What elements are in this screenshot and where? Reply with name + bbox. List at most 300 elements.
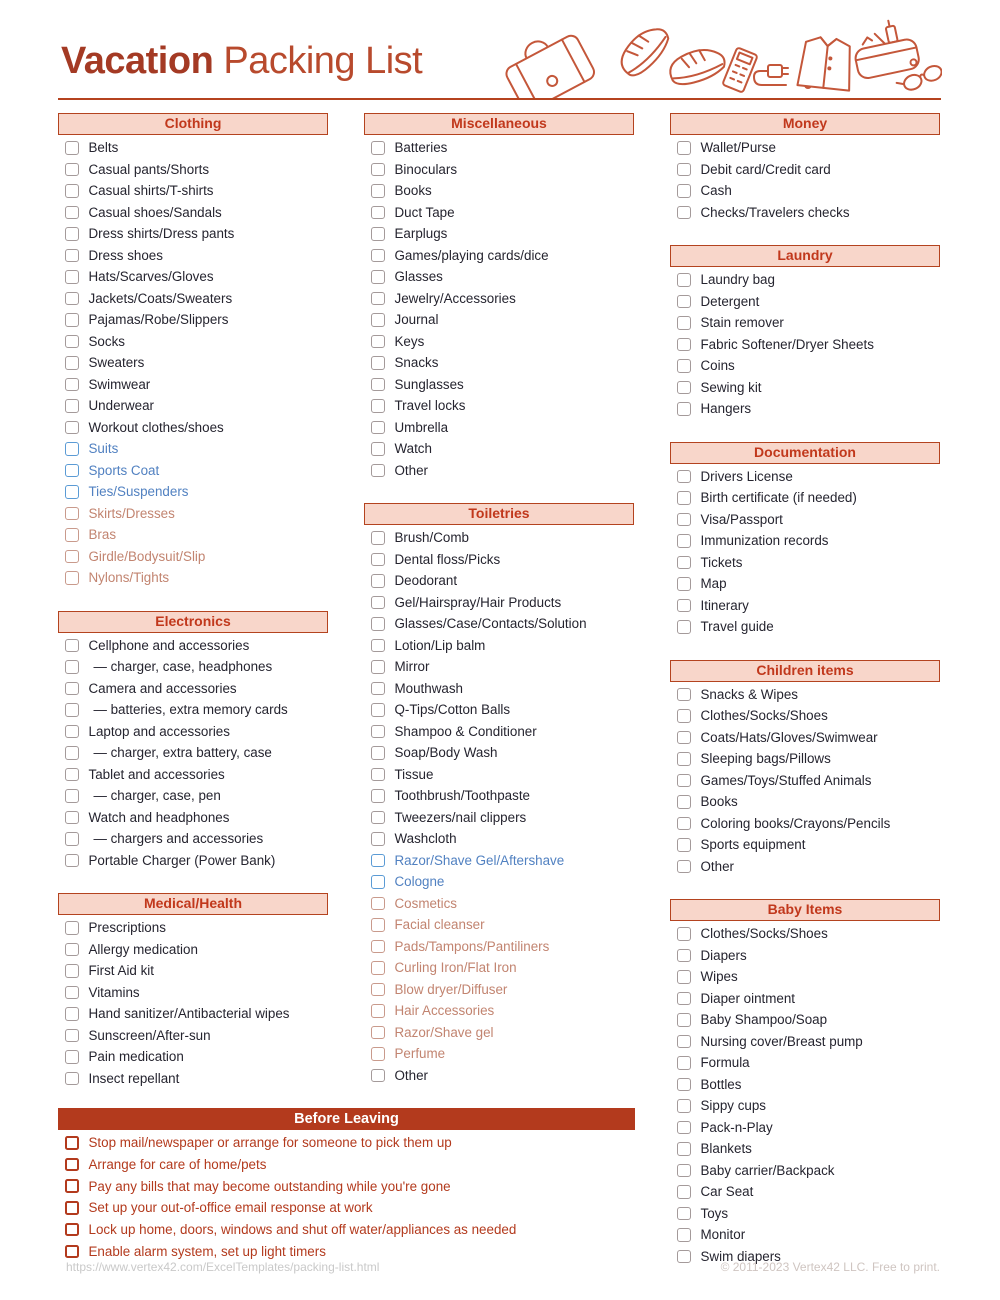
checklist-row bbox=[364, 288, 634, 310]
section-header: Laundry bbox=[670, 245, 940, 267]
checkbox[interactable] bbox=[677, 688, 691, 702]
checkbox[interactable] bbox=[65, 356, 79, 370]
item-label: Glasses bbox=[394, 269, 443, 285]
checkbox[interactable] bbox=[677, 556, 691, 570]
item-label: Toothbrush/Toothpaste bbox=[394, 788, 530, 804]
checklist-row bbox=[670, 813, 940, 835]
checkbox[interactable] bbox=[65, 986, 79, 1000]
checkbox[interactable] bbox=[371, 553, 385, 567]
checkbox[interactable] bbox=[65, 1029, 79, 1043]
checklist-row bbox=[58, 223, 328, 245]
checkbox[interactable] bbox=[677, 338, 691, 352]
checkbox[interactable] bbox=[65, 270, 79, 284]
item-label: Baby carrier/Backpack bbox=[700, 1162, 835, 1178]
checklist-row bbox=[58, 202, 328, 224]
checkbox[interactable] bbox=[371, 1047, 385, 1061]
item-label: Socks bbox=[88, 333, 125, 349]
checkbox[interactable] bbox=[371, 270, 385, 284]
checkbox[interactable] bbox=[371, 639, 385, 653]
section-header: Documentation bbox=[670, 442, 940, 464]
item-label: Sports Coat bbox=[88, 462, 160, 478]
item-label: Other bbox=[394, 462, 428, 478]
item-label: Deodorant bbox=[394, 573, 458, 589]
item-label: Snacks bbox=[394, 355, 439, 371]
checkbox[interactable] bbox=[65, 507, 79, 521]
item-label: Dress shoes bbox=[88, 247, 163, 263]
item-label: Set up your out-of-office email response at work bbox=[88, 1200, 373, 1216]
item-label: Swim diapers bbox=[700, 1248, 781, 1264]
checkbox[interactable] bbox=[371, 1004, 385, 1018]
checkbox[interactable] bbox=[65, 1223, 79, 1237]
checkbox[interactable] bbox=[677, 402, 691, 416]
section-header: Medical/Health bbox=[58, 893, 328, 915]
checklist-row bbox=[364, 592, 634, 614]
item-label: Bottles bbox=[700, 1076, 742, 1092]
checkbox[interactable] bbox=[677, 992, 691, 1006]
checklist-row bbox=[58, 850, 328, 872]
checkbox[interactable] bbox=[677, 1142, 691, 1156]
footer-url-link[interactable]: https://www.vertex42.com/ExcelTemplates/packing-list.html bbox=[66, 1260, 380, 1274]
section-header: Baby Items bbox=[670, 899, 940, 921]
checkbox[interactable] bbox=[677, 470, 691, 484]
checkbox[interactable] bbox=[677, 817, 691, 831]
item-label: Laundry bag bbox=[700, 272, 775, 288]
checkbox[interactable] bbox=[65, 1245, 79, 1259]
item-label: Drivers License bbox=[700, 468, 793, 484]
checkbox[interactable] bbox=[65, 1007, 79, 1021]
item-label: Journal bbox=[394, 312, 439, 328]
checklist-row bbox=[670, 180, 940, 202]
item-label: Sports equipment bbox=[700, 837, 806, 853]
item-label: — charger, extra battery, case bbox=[93, 745, 272, 761]
checklist-row bbox=[364, 656, 634, 678]
checkbox[interactable] bbox=[371, 832, 385, 846]
checkbox[interactable] bbox=[65, 703, 79, 717]
item-label: Casual pants/Shorts bbox=[88, 161, 210, 177]
item-label: Games/playing cards/dice bbox=[394, 247, 549, 263]
page-title-rest: Packing List bbox=[213, 40, 423, 82]
checkbox[interactable] bbox=[677, 206, 691, 220]
checklist-row bbox=[670, 1160, 940, 1182]
checkbox[interactable] bbox=[65, 921, 79, 935]
checkbox[interactable] bbox=[65, 378, 79, 392]
checkbox[interactable] bbox=[677, 774, 691, 788]
checkbox[interactable] bbox=[371, 596, 385, 610]
checkbox[interactable] bbox=[65, 854, 79, 868]
item-label: Portable Charger (Power Bank) bbox=[88, 852, 276, 868]
checklist-row bbox=[670, 552, 940, 574]
item-label: Birth certificate (if needed) bbox=[700, 490, 857, 506]
checkbox[interactable] bbox=[371, 918, 385, 932]
checkbox[interactable] bbox=[677, 1078, 691, 1092]
checkbox[interactable] bbox=[677, 513, 691, 527]
checkbox[interactable] bbox=[371, 725, 385, 739]
item-label: Nursing cover/Breast pump bbox=[700, 1033, 863, 1049]
checklist-row bbox=[58, 309, 328, 331]
checklist-row bbox=[364, 202, 634, 224]
item-label: Pads/Tampons/Pantiliners bbox=[394, 938, 550, 954]
checkbox[interactable] bbox=[65, 442, 79, 456]
checkbox[interactable] bbox=[677, 795, 691, 809]
checklist-row bbox=[670, 466, 940, 488]
section-header: Money bbox=[670, 113, 940, 135]
checklist-row bbox=[58, 1068, 328, 1090]
section-header: Before Leaving bbox=[58, 1108, 635, 1130]
checkbox[interactable] bbox=[65, 1201, 79, 1215]
checklist-row bbox=[58, 417, 328, 439]
checkbox[interactable] bbox=[65, 1158, 79, 1172]
checklist-row bbox=[364, 1000, 634, 1022]
item-label: Workout clothes/shoes bbox=[88, 419, 224, 435]
checklist-row bbox=[364, 635, 634, 657]
checkbox[interactable] bbox=[677, 359, 691, 373]
checkbox[interactable] bbox=[65, 660, 79, 674]
checkbox[interactable] bbox=[371, 897, 385, 911]
checklist-row bbox=[58, 395, 328, 417]
checklist-row bbox=[58, 807, 328, 829]
checkbox[interactable] bbox=[65, 832, 79, 846]
checkbox[interactable] bbox=[371, 184, 385, 198]
checkbox[interactable] bbox=[65, 1072, 79, 1086]
checkbox[interactable] bbox=[371, 163, 385, 177]
item-label: Clothes/Socks/Shoes bbox=[700, 708, 828, 724]
sneaker-icon bbox=[614, 21, 676, 81]
checkbox[interactable] bbox=[677, 1207, 691, 1221]
item-label: Hats/Scarves/Gloves bbox=[88, 269, 214, 285]
section-money bbox=[670, 113, 940, 223]
checkbox[interactable] bbox=[371, 206, 385, 220]
checkbox[interactable] bbox=[65, 206, 79, 220]
checkbox[interactable] bbox=[65, 421, 79, 435]
checklist-row bbox=[364, 764, 634, 786]
checklist-row bbox=[364, 331, 634, 353]
item-label: Sewing kit bbox=[700, 379, 762, 395]
checkbox[interactable] bbox=[371, 1026, 385, 1040]
checklist-row bbox=[670, 1074, 940, 1096]
checkbox[interactable] bbox=[677, 273, 691, 287]
item-label: Books bbox=[394, 183, 432, 199]
item-label: Visa/Passport bbox=[700, 511, 783, 527]
item-label: Sunglasses bbox=[394, 376, 464, 392]
checklist-row bbox=[58, 1025, 328, 1047]
suitcase-icon bbox=[502, 23, 597, 100]
checklist-row bbox=[58, 1046, 328, 1068]
item-label: Formula bbox=[700, 1055, 750, 1071]
checkbox[interactable] bbox=[677, 141, 691, 155]
item-label: Tweezers/nail clippers bbox=[394, 809, 527, 825]
checklist-row bbox=[58, 438, 328, 460]
checkbox[interactable] bbox=[65, 550, 79, 564]
checkbox[interactable] bbox=[65, 399, 79, 413]
item-label: Bras bbox=[88, 527, 117, 543]
checklist-row bbox=[364, 936, 634, 958]
checklist-row bbox=[58, 159, 328, 181]
checklist-row bbox=[58, 1154, 635, 1176]
checklist-row bbox=[58, 180, 328, 202]
item-label: Monitor bbox=[700, 1227, 746, 1243]
checklist-row bbox=[58, 917, 328, 939]
checkbox[interactable] bbox=[65, 682, 79, 696]
checklist-row bbox=[670, 334, 940, 356]
item-label: Skirts/Dresses bbox=[88, 505, 175, 521]
checkbox[interactable] bbox=[65, 768, 79, 782]
checkbox[interactable] bbox=[65, 746, 79, 760]
item-label: Baby Shampoo/Soap bbox=[700, 1012, 828, 1028]
item-label: Belts bbox=[88, 140, 119, 156]
checkbox[interactable] bbox=[65, 571, 79, 585]
checkbox[interactable] bbox=[677, 1056, 691, 1070]
section-children-items bbox=[670, 660, 940, 878]
checkbox[interactable] bbox=[371, 378, 385, 392]
checklist-row bbox=[58, 939, 328, 961]
checkbox[interactable] bbox=[65, 335, 79, 349]
checkbox[interactable] bbox=[371, 292, 385, 306]
checkbox[interactable] bbox=[371, 961, 385, 975]
checklist-row bbox=[364, 828, 634, 850]
item-label: Itinerary bbox=[700, 597, 749, 613]
checkbox[interactable] bbox=[677, 599, 691, 613]
checkbox[interactable] bbox=[371, 682, 385, 696]
item-label: Lock up home, doors, windows and shut off water/appliances as needed bbox=[88, 1222, 517, 1238]
item-label: Laptop and accessories bbox=[88, 723, 230, 739]
checkbox[interactable] bbox=[677, 860, 691, 874]
checkbox[interactable] bbox=[65, 292, 79, 306]
checkbox[interactable] bbox=[371, 768, 385, 782]
checkbox[interactable] bbox=[371, 875, 385, 889]
checklist-row bbox=[364, 893, 634, 915]
checklist-row bbox=[364, 699, 634, 721]
checklist-row bbox=[364, 223, 634, 245]
checkbox[interactable] bbox=[677, 752, 691, 766]
item-label: Travel guide bbox=[700, 619, 774, 635]
checklist-row bbox=[364, 742, 634, 764]
checklist-row bbox=[58, 1175, 635, 1197]
checklist-row bbox=[364, 549, 634, 571]
checkbox[interactable] bbox=[677, 838, 691, 852]
item-label: Sweaters bbox=[88, 355, 145, 371]
checklist-row bbox=[670, 398, 940, 420]
item-label: Mouthwash bbox=[394, 680, 463, 696]
item-label: Toys bbox=[700, 1205, 729, 1221]
item-label: Wallet/Purse bbox=[700, 140, 776, 156]
checkbox[interactable] bbox=[677, 970, 691, 984]
item-label: Hangers bbox=[700, 401, 752, 417]
item-label: — chargers and accessories bbox=[93, 831, 264, 847]
checklist-row bbox=[364, 245, 634, 267]
header-divider bbox=[58, 98, 941, 100]
checklist-row bbox=[58, 1003, 328, 1025]
checklist-row bbox=[364, 678, 634, 700]
item-label: Batteries bbox=[394, 140, 448, 156]
column-1 bbox=[58, 113, 328, 1111]
checkbox[interactable] bbox=[65, 184, 79, 198]
checklist-row bbox=[58, 678, 328, 700]
item-label: Arrange for care of home/pets bbox=[88, 1157, 267, 1173]
checklist-row bbox=[670, 791, 940, 813]
checkbox[interactable] bbox=[371, 399, 385, 413]
checklist-row bbox=[58, 266, 328, 288]
item-label: Q-Tips/Cotton Balls bbox=[394, 702, 511, 718]
checklist-row bbox=[364, 395, 634, 417]
checkbox[interactable] bbox=[65, 725, 79, 739]
item-label: — charger, case, pen bbox=[93, 788, 221, 804]
item-label: Vitamins bbox=[88, 984, 140, 1000]
item-label: Camera and accessories bbox=[88, 680, 237, 696]
checkbox[interactable] bbox=[677, 491, 691, 505]
checkbox[interactable] bbox=[371, 421, 385, 435]
item-label: Razor/Shave Gel/Aftershave bbox=[394, 852, 565, 868]
item-label: Checks/Travelers checks bbox=[700, 204, 850, 220]
checklist-row bbox=[670, 684, 940, 706]
item-label: Duct Tape bbox=[394, 204, 455, 220]
checklist-row bbox=[364, 785, 634, 807]
checkbox[interactable] bbox=[371, 574, 385, 588]
checklist-row bbox=[58, 481, 328, 503]
checkbox[interactable] bbox=[677, 731, 691, 745]
checkbox[interactable] bbox=[677, 1228, 691, 1242]
checkbox[interactable] bbox=[65, 811, 79, 825]
checklist-row bbox=[670, 377, 940, 399]
item-label: Stain remover bbox=[700, 315, 784, 331]
checklist-row bbox=[670, 312, 940, 334]
item-label: Cosmetics bbox=[394, 895, 458, 911]
checkbox[interactable] bbox=[65, 1179, 79, 1193]
checkbox[interactable] bbox=[371, 531, 385, 545]
section-header: Toiletries bbox=[364, 503, 634, 525]
item-label: Perfume bbox=[394, 1046, 446, 1062]
checkbox[interactable] bbox=[65, 943, 79, 957]
checkbox[interactable] bbox=[371, 442, 385, 456]
item-label: Diapers bbox=[700, 947, 747, 963]
checkbox[interactable] bbox=[65, 789, 79, 803]
checklist-row bbox=[670, 770, 940, 792]
item-label: Hair Accessories bbox=[394, 1003, 495, 1019]
checkbox[interactable] bbox=[677, 577, 691, 591]
checkbox[interactable] bbox=[65, 485, 79, 499]
checkbox[interactable] bbox=[65, 227, 79, 241]
checkbox[interactable] bbox=[677, 163, 691, 177]
item-label: Tickets bbox=[700, 554, 743, 570]
checkbox[interactable] bbox=[371, 227, 385, 241]
item-label: Dress shirts/Dress pants bbox=[88, 226, 235, 242]
checkbox[interactable] bbox=[371, 335, 385, 349]
item-label: Other bbox=[394, 1067, 428, 1083]
checklist-row bbox=[58, 245, 328, 267]
checklist-row bbox=[58, 503, 328, 525]
checklist-row bbox=[670, 291, 940, 313]
item-label: Coats/Hats/Gloves/Swimwear bbox=[700, 729, 878, 745]
item-label: Stop mail/newspaper or arrange for someone to pick them up bbox=[88, 1135, 452, 1151]
checkbox[interactable] bbox=[371, 249, 385, 263]
item-label: Curling Iron/Flat Iron bbox=[394, 960, 517, 976]
checkbox[interactable] bbox=[65, 964, 79, 978]
item-label: Suits bbox=[88, 441, 119, 457]
checkbox[interactable] bbox=[371, 789, 385, 803]
checklist-row bbox=[364, 914, 634, 936]
checklist-row bbox=[58, 785, 328, 807]
checkbox[interactable] bbox=[677, 1099, 691, 1113]
checkbox[interactable] bbox=[65, 464, 79, 478]
section-miscellaneous bbox=[364, 113, 634, 481]
checklist-row bbox=[364, 1065, 634, 1087]
checkbox[interactable] bbox=[677, 534, 691, 548]
checkbox[interactable] bbox=[371, 854, 385, 868]
checkbox[interactable] bbox=[677, 1185, 691, 1199]
checkbox[interactable] bbox=[677, 949, 691, 963]
checkbox[interactable] bbox=[677, 1035, 691, 1049]
checkbox[interactable] bbox=[677, 295, 691, 309]
checkbox[interactable] bbox=[677, 1164, 691, 1178]
checkbox[interactable] bbox=[65, 313, 79, 327]
section-electronics bbox=[58, 611, 328, 872]
checkbox[interactable] bbox=[677, 620, 691, 634]
checklist-row bbox=[58, 764, 328, 786]
item-label: Dental floss/Picks bbox=[394, 551, 501, 567]
checkbox[interactable] bbox=[677, 316, 691, 330]
item-label: Jackets/Coats/Sweaters bbox=[88, 290, 233, 306]
item-label: Debit card/Credit card bbox=[700, 161, 831, 177]
checkbox[interactable] bbox=[371, 746, 385, 760]
calculator-icon bbox=[722, 47, 757, 92]
checkbox[interactable] bbox=[677, 1013, 691, 1027]
checkbox[interactable] bbox=[371, 313, 385, 327]
checkbox[interactable] bbox=[677, 184, 691, 198]
checklist-row bbox=[670, 1181, 940, 1203]
travel-items-illustration bbox=[502, 14, 942, 100]
item-label: Girdle/Bodysuit/Slip bbox=[88, 548, 206, 564]
item-label: Binoculars bbox=[394, 161, 458, 177]
checkbox[interactable] bbox=[371, 811, 385, 825]
checkbox[interactable] bbox=[677, 381, 691, 395]
item-label: Books bbox=[700, 794, 738, 810]
item-label: Brush/Comb bbox=[394, 530, 469, 546]
item-label: Blankets bbox=[700, 1141, 752, 1157]
column-3 bbox=[670, 113, 940, 1289]
item-label: Cellphone and accessories bbox=[88, 637, 250, 653]
checklist-row bbox=[58, 546, 328, 568]
checkbox[interactable] bbox=[65, 141, 79, 155]
checkbox[interactable] bbox=[65, 1050, 79, 1064]
checkbox[interactable] bbox=[371, 660, 385, 674]
section-baby-items bbox=[670, 899, 940, 1267]
checkbox[interactable] bbox=[677, 709, 691, 723]
item-label: Umbrella bbox=[394, 419, 449, 435]
checkbox[interactable] bbox=[371, 1069, 385, 1083]
item-label: Pay any bills that may become outstanding while you're gone bbox=[88, 1178, 451, 1194]
item-label: Other bbox=[700, 858, 734, 874]
checkbox[interactable] bbox=[371, 617, 385, 631]
checklist-row bbox=[670, 137, 940, 159]
checkbox[interactable] bbox=[65, 249, 79, 263]
checklist-row bbox=[364, 570, 634, 592]
checkbox[interactable] bbox=[65, 639, 79, 653]
checkbox[interactable] bbox=[677, 927, 691, 941]
checklist-row bbox=[58, 960, 328, 982]
checklist-row bbox=[364, 417, 634, 439]
checkbox[interactable] bbox=[65, 528, 79, 542]
checkbox[interactable] bbox=[677, 1121, 691, 1135]
checkbox[interactable] bbox=[371, 141, 385, 155]
checkbox[interactable] bbox=[371, 983, 385, 997]
checkbox[interactable] bbox=[65, 163, 79, 177]
checkbox[interactable] bbox=[371, 464, 385, 478]
item-label: Coins bbox=[700, 358, 735, 374]
checkbox[interactable] bbox=[371, 356, 385, 370]
checkbox[interactable] bbox=[65, 1136, 79, 1150]
checkbox[interactable] bbox=[371, 703, 385, 717]
checkbox[interactable] bbox=[371, 940, 385, 954]
item-label: — batteries, extra memory cards bbox=[93, 702, 288, 718]
